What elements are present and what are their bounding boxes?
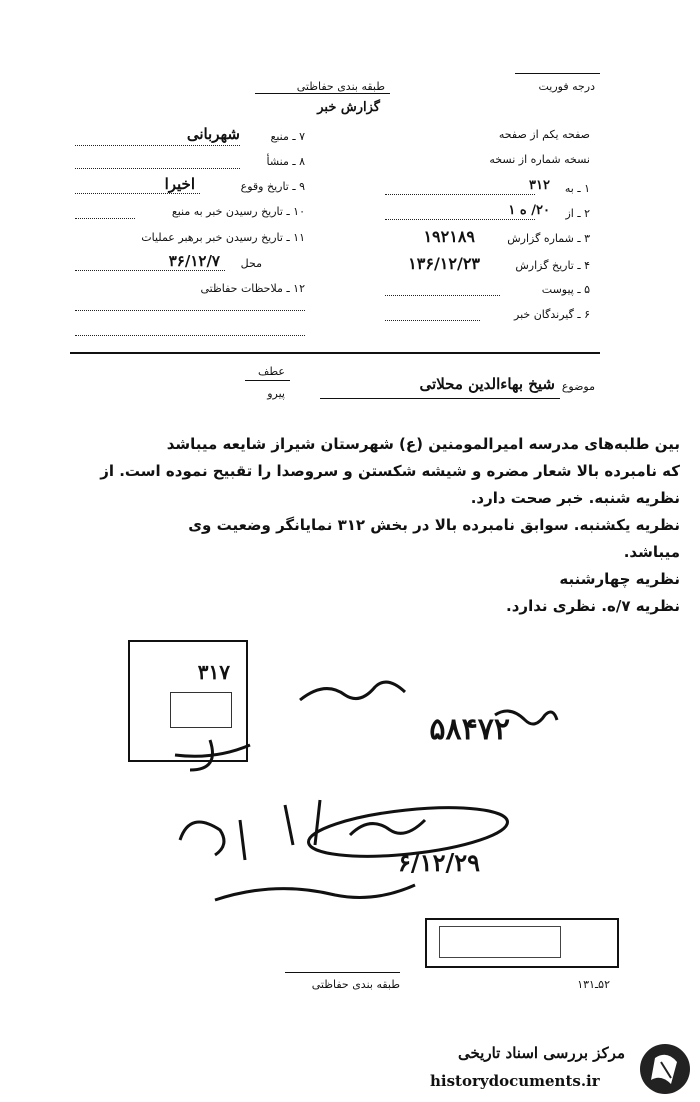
source-label: ۷ ـ منبع [270, 130, 305, 143]
archive-logo-icon [635, 1040, 695, 1098]
source-value: شهربانی [186, 125, 240, 143]
report-date-value: ۱۳۶/۱۲/۲۳ [408, 254, 480, 273]
bottom-stamp [425, 918, 619, 968]
attachment-label: ۵ ـ پیوست [541, 283, 590, 296]
watermark-title: مرکز بررسی اسناد تاریخی [457, 1044, 625, 1062]
field-from-label: ۲ ـ از [565, 207, 590, 220]
handwritten-date: ۶/۱۲/۲۹ [398, 848, 480, 877]
field-to-value: ۳۱۲ [529, 178, 550, 193]
body-line-6: نظریه چهارشنبه [559, 570, 680, 588]
stamp-number: ۳۱۷ [197, 660, 230, 684]
body-line-7: نظریه ۷/ه. نظری ندارد. [506, 597, 680, 615]
body-line-4: نظریه یکشنبه. سوابق نامبرده بالا در بخش ۳۱۲ نمایانگر وضعیت وی [188, 516, 680, 534]
body-line-3: نظریه شنبه. خبر صحت دارد. [470, 489, 680, 507]
page-count-label: صفحه یکم از صفحه [498, 128, 590, 141]
security-notes-label: ۱۲ ـ ملاحظات حفاظتی [200, 282, 305, 295]
origin-label: ۸ ـ منشأ [266, 155, 305, 168]
form-title: گزارش خبر [317, 100, 380, 115]
watermark-url: historydocuments.ir [430, 1072, 600, 1090]
field-to-label: ۱ ـ به [564, 182, 590, 195]
classification-bottom: طبقه بندی حفاظتی [311, 978, 400, 991]
subject-value: شیخ بهاءالدین محلاتی [419, 375, 555, 393]
event-date-label: ۹ ـ تاریخ وقوع [240, 180, 305, 193]
bottom-stamp-inner [439, 926, 561, 958]
handwritten-number: ۵۸۴۷۲ [429, 712, 510, 747]
place-value: ۳۶/۱۲/۷ [168, 252, 220, 270]
body-line-2: که نامبرده بالا شعار مضره و شیشه شکستن و سروصدا را تقبیح نموده است. از [100, 462, 680, 480]
follow2-label: پیرو [267, 387, 285, 400]
report-number-label: ۳ ـ شماره گزارش [507, 232, 590, 245]
field-from-value: ۲۰/ ه ۱ [508, 203, 550, 218]
watermark [410, 1040, 695, 1098]
recipients-label: ۶ ـ گیرندگان خبر [514, 308, 590, 321]
received-source-label: ۱۰ ـ تاریخ رسیدن خبر به منبع [171, 205, 305, 218]
event-date-value: اخیرا [164, 175, 195, 193]
report-number-value: ۱۹۲۱۸۹ [423, 227, 475, 246]
urgency-label: درجه فوریت [538, 80, 595, 93]
body-line-5: میباشد. [623, 543, 680, 561]
classification-top: طبقه بندی حفاظتی [296, 80, 385, 93]
footer-rule [285, 972, 400, 973]
subject-label: موضوع [561, 380, 595, 393]
place-label: محل [240, 257, 262, 270]
follow-label: عطف [258, 365, 285, 378]
page-code: ۵۲ـ۱۳۱ [577, 978, 610, 991]
received-leader-label: ۱۱ ـ تاریخ رسیدن خبر برهبر عملیات [141, 231, 305, 244]
body-line-1: بین طلبه‌های مدرسه امیرالمومنین (ع) شهرستان شیراز شایعه میباشد [166, 435, 680, 453]
report-date-label: ۴ ـ تاریخ گزارش [515, 259, 590, 272]
copy-number-label: نسخه شماره از نسخه [489, 153, 590, 166]
